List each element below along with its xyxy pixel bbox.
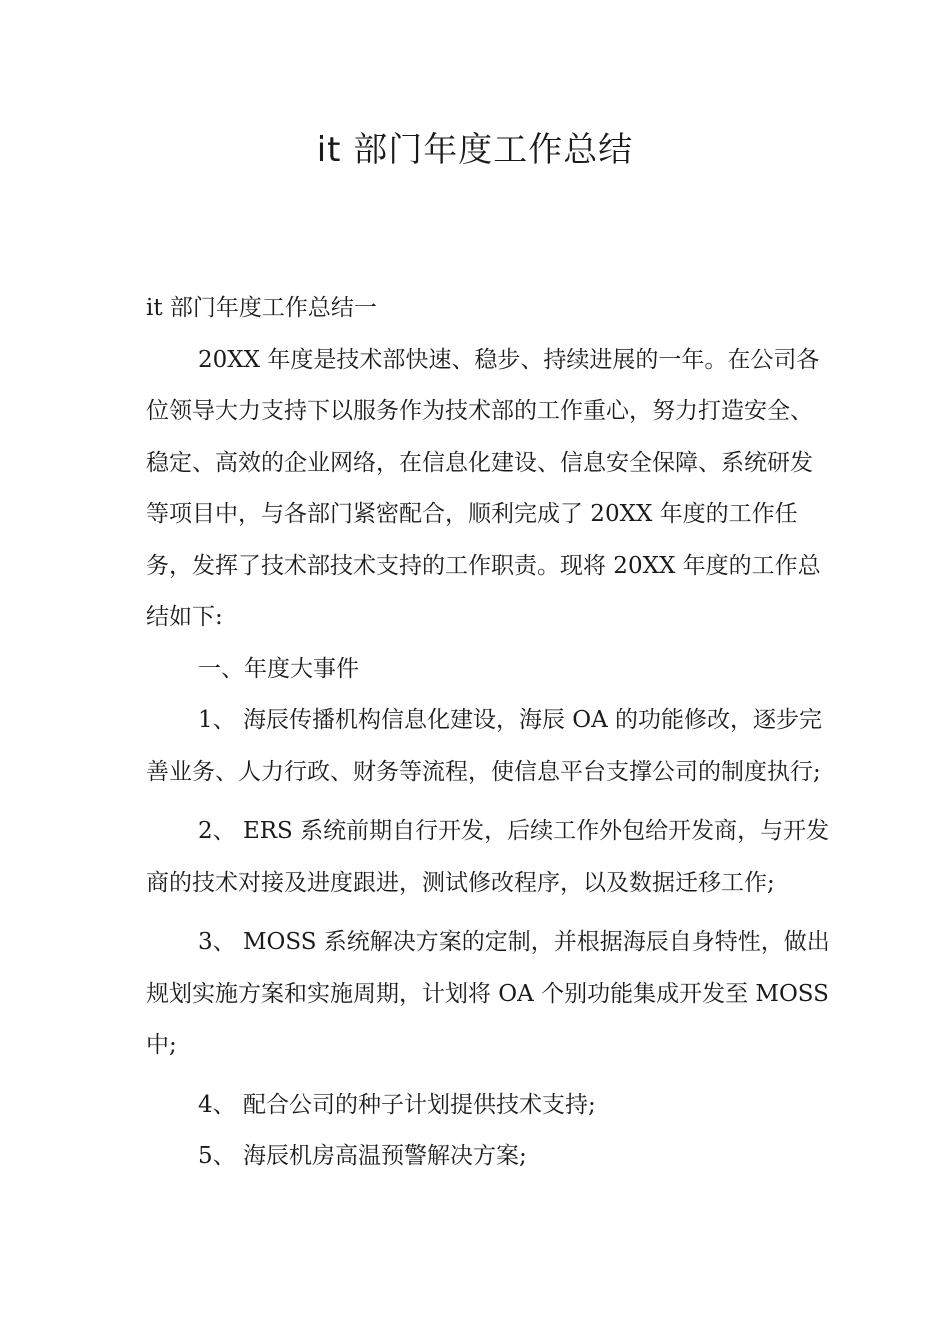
- document-title: it 部门年度工作总结: [316, 130, 634, 170]
- list-item: 4、 配合公司的种子计划提供技术支持;: [198, 1091, 596, 1118]
- section-subtitle: it 部门年度工作总结一: [146, 295, 377, 321]
- list-item: 3、 MOSS 系统解决方案的定制，并根据海辰自身特性，做出规划实施方案和实施周期，计划将 OA 个别功能集成开发至 MOSS 中;: [146, 929, 830, 1058]
- section-heading: 一、年度大事件: [198, 655, 359, 682]
- document-body: [146, 283, 832, 1183]
- list-item: 1、 海辰传播机构信息化建设，海辰 OA 的功能修改，逐步完善业务、人力行政、财务等流程，使信息平台支撑公司的制度执行;: [146, 707, 823, 785]
- list-item: 5、 海辰机房高温预警解决方案;: [198, 1143, 527, 1169]
- intro-paragraph: 20XX 年度是技术部快速、稳步、持续进展的一年。在公司各位领导大力支持下以服务作为技术部的工作重心，努力打造安全、稳定、高效的企业网络，在信息化建设、信息安全保障、系统研发等项目中，与各部门紧密配合，顺利完成了 20XX 年度的工作任务，发挥了技术部技术支持的工作职责。现将 20XX 年度的工作总结如下:: [146, 346, 821, 630]
- list-item: 2、 ERS 系统前期自行开发，后续工作外包给开发商，与开发商的技术对接及进度跟进，测试修改程序，以及数据迁移工作;: [146, 818, 830, 896]
